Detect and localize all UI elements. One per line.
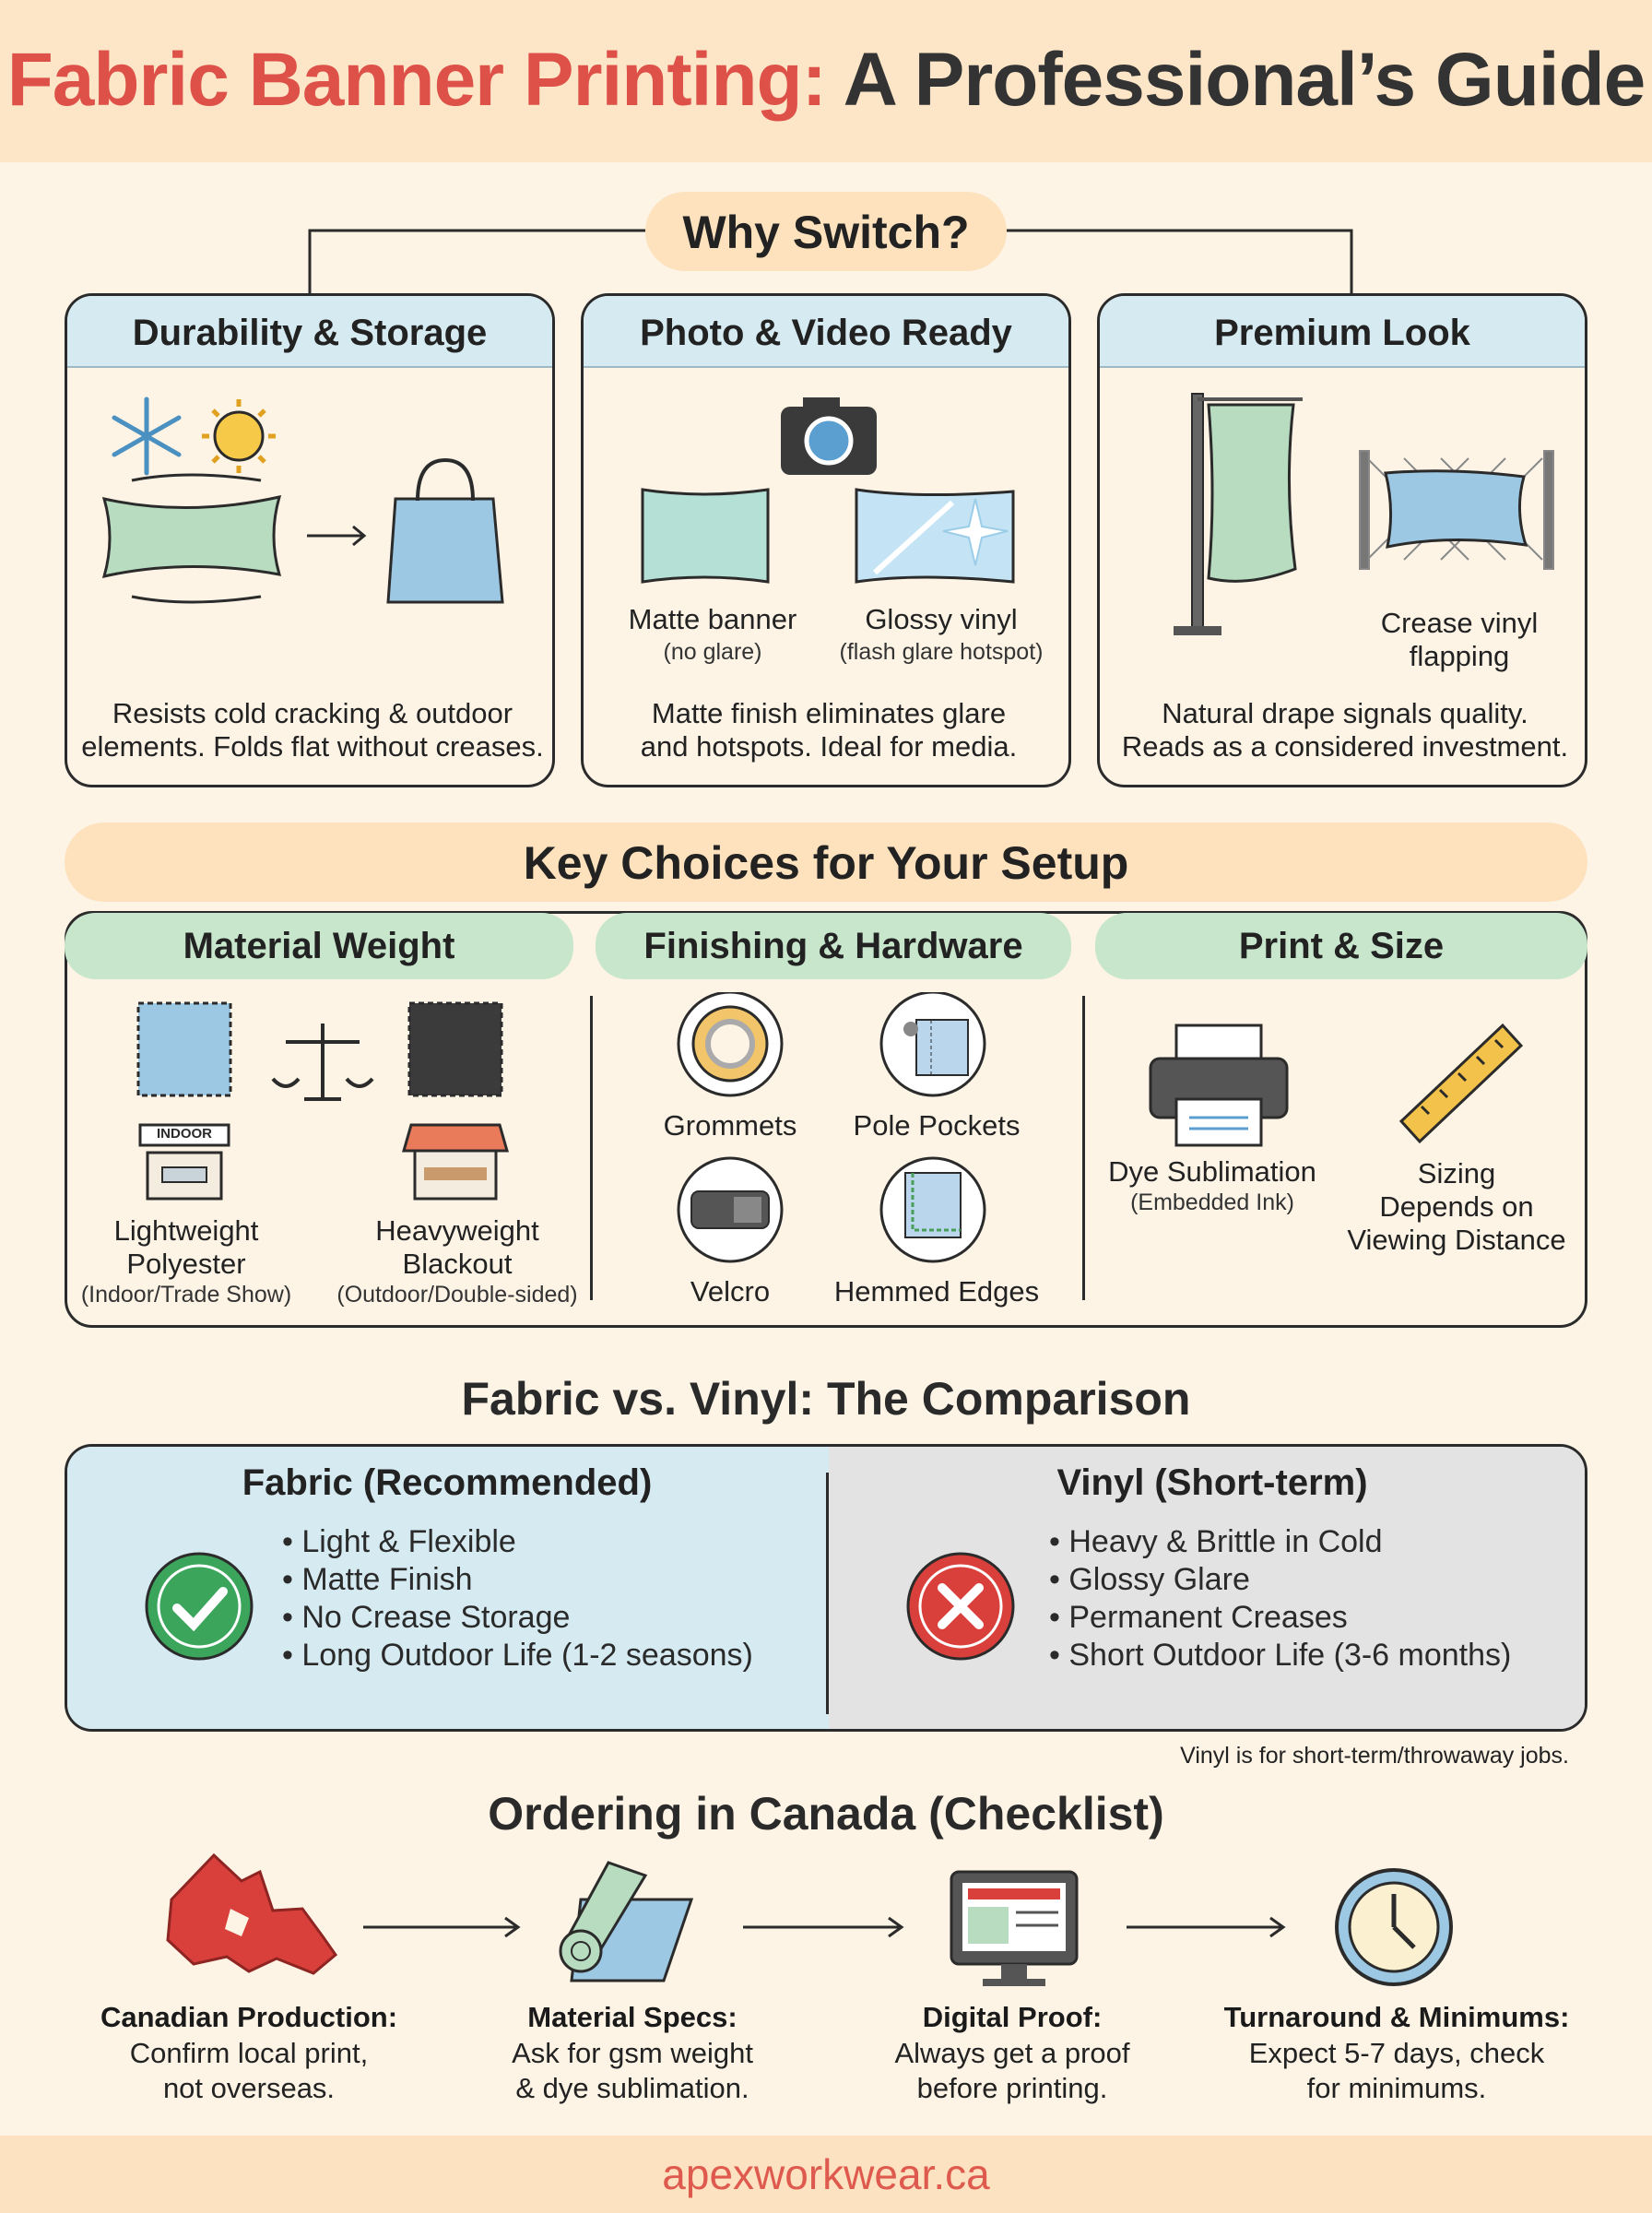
step-title: Turnaround & Minimums: bbox=[1223, 2001, 1570, 2033]
clock-icon bbox=[1337, 1870, 1451, 1984]
vinyl-point: • Permanent Creases bbox=[1049, 1599, 1565, 1637]
vinyl-point: • Short Outdoor Life (3-6 months) bbox=[1049, 1637, 1565, 1675]
step-title: Material Specs: bbox=[527, 2001, 738, 2033]
grommet-icon bbox=[678, 992, 782, 1095]
dye-note: (Embedded Ink) bbox=[1130, 1189, 1294, 1215]
pole-pocket-icon bbox=[881, 992, 985, 1095]
durability-title: Durability & Storage bbox=[67, 296, 552, 368]
velcro-label: Velcro bbox=[690, 1275, 771, 1308]
fabric-title: Fabric (Recommended) bbox=[242, 1462, 653, 1503]
matte-banner bbox=[643, 490, 768, 582]
hemmed-edge-icon bbox=[881, 1158, 985, 1261]
outdoor-stall-icon bbox=[404, 1125, 507, 1199]
monitor-icon bbox=[951, 1872, 1077, 1986]
grommets-label: Grommets bbox=[663, 1109, 797, 1142]
vinyl-point: • Heavy & Brittle in Cold bbox=[1049, 1523, 1565, 1561]
footer-website-link[interactable]: apexworkwear.ca bbox=[0, 2136, 1652, 2213]
indoor-sign-text: INDOOR bbox=[157, 1126, 212, 1142]
divider bbox=[590, 996, 593, 1300]
fabric-flag bbox=[1209, 405, 1295, 581]
photo-caption-2: and hotspots. Ideal for media. bbox=[640, 730, 1018, 763]
fabric-point: • Light & Flexible bbox=[282, 1523, 761, 1561]
comparison-note: Vinyl is for short-term/throwaway jobs. bbox=[1180, 1743, 1569, 1769]
glossy-note: (flash glare hotspot) bbox=[839, 639, 1044, 665]
key-choices-heading: Key Choices for Your Setup bbox=[65, 822, 1587, 902]
blackout-fabric-swatch bbox=[409, 1003, 502, 1095]
step-desc-2: not overseas. bbox=[162, 2072, 336, 2104]
scale-icon bbox=[273, 1024, 372, 1099]
premium-caption-2: Reads as a considered investment. bbox=[1121, 730, 1569, 763]
durability-illustration bbox=[67, 388, 555, 619]
ordering-heading: Ordering in Canada (Checklist) bbox=[488, 1788, 1164, 1840]
light-fabric-swatch bbox=[138, 1003, 230, 1095]
durability-caption-1: Resists cold cracking & outdoor bbox=[112, 697, 513, 729]
hemmed-edges-label: Hemmed Edges bbox=[833, 1275, 1040, 1308]
durability-caption-2: elements. Folds flat without creases. bbox=[81, 730, 544, 763]
photo-video-title: Photo & Video Ready bbox=[584, 296, 1068, 368]
heavy-label-2: Blackout bbox=[402, 1248, 513, 1280]
premium-illustration bbox=[1100, 385, 1587, 643]
green-banner bbox=[104, 497, 279, 576]
fabric-points bbox=[282, 1523, 761, 1675]
fabric-point: • Matte Finish bbox=[282, 1561, 761, 1599]
fabric-roll-icon bbox=[560, 1863, 691, 1981]
material-weight-tab: Material Weight bbox=[65, 913, 573, 979]
step-desc-1: Ask for gsm weight bbox=[512, 2037, 753, 2069]
light-note: (Indoor/Trade Show) bbox=[80, 1282, 292, 1308]
canada-map-icon bbox=[168, 1855, 336, 1973]
material-illustration bbox=[101, 996, 562, 1208]
step-desc-2: & dye sublimation. bbox=[515, 2072, 749, 2104]
dye-label: Dye Sublimation bbox=[1108, 1155, 1316, 1188]
pole-pockets-label: Pole Pockets bbox=[853, 1109, 1021, 1142]
step-title: Digital Proof: bbox=[922, 2001, 1103, 2033]
check-icon bbox=[142, 1549, 256, 1663]
sizing-label-3: Viewing Distance bbox=[1347, 1224, 1566, 1256]
premium-caption-1: Natural drape signals quality. bbox=[1162, 697, 1528, 729]
step-desc-1: Confirm local print, bbox=[129, 2037, 369, 2069]
camera-icon bbox=[781, 397, 877, 475]
light-label-1: Lightweight bbox=[113, 1214, 259, 1247]
ordering-illustrations bbox=[0, 1844, 1652, 2001]
vinyl-title: Vinyl (Short-term) bbox=[1056, 1462, 1368, 1503]
sizing-label-2: Depends on bbox=[1379, 1190, 1534, 1223]
cross-icon bbox=[903, 1549, 1018, 1663]
divider bbox=[1082, 996, 1085, 1300]
premium-look-card bbox=[1097, 293, 1587, 787]
page-title bbox=[0, 37, 1652, 124]
print-size-tab: Print & Size bbox=[1095, 913, 1587, 979]
sizing-label-1: Sizing bbox=[1417, 1157, 1496, 1189]
sun-icon bbox=[202, 399, 276, 473]
matte-note: (no glare) bbox=[663, 639, 762, 665]
fabric-point: • Long Outdoor Life (1-2 seasons) bbox=[282, 1637, 761, 1675]
finishing-tab: Finishing & Hardware bbox=[596, 913, 1071, 979]
photo-video-card bbox=[581, 293, 1071, 787]
step-desc-1: Always get a proof bbox=[894, 2037, 1130, 2069]
photo-caption-1: Matte finish eliminates glare bbox=[651, 697, 1007, 729]
fabric-point: • No Crease Storage bbox=[282, 1599, 761, 1637]
crease-label-1: Crease vinyl bbox=[1380, 607, 1539, 639]
durability-card bbox=[65, 293, 555, 787]
printer-icon bbox=[1150, 1025, 1287, 1145]
heavy-note: (Outdoor/Double-sided) bbox=[336, 1282, 578, 1308]
print-illustration bbox=[1125, 1014, 1567, 1153]
title-accent: Fabric Banner Printing: bbox=[6, 38, 826, 122]
crease-label-2: flapping bbox=[1409, 640, 1510, 672]
vinyl-points bbox=[1049, 1523, 1565, 1675]
velcro-icon bbox=[678, 1158, 782, 1261]
step-desc-2: for minimums. bbox=[1306, 2072, 1487, 2104]
vinyl-banner bbox=[1386, 471, 1526, 547]
vinyl-point: • Glossy Glare bbox=[1049, 1561, 1565, 1599]
step-desc-1: Expect 5-7 days, check bbox=[1248, 2037, 1545, 2069]
heavy-label-1: Heavyweight bbox=[375, 1214, 539, 1247]
comparison-heading: Fabric vs. Vinyl: The Comparison bbox=[461, 1373, 1191, 1425]
light-label-2: Polyester bbox=[126, 1248, 246, 1280]
title-rest: A Professional’s Guide bbox=[825, 38, 1646, 122]
premium-title: Premium Look bbox=[1100, 296, 1585, 368]
snowflake-icon bbox=[114, 399, 179, 473]
matte-label: Matte banner bbox=[628, 603, 797, 635]
bag-icon bbox=[388, 460, 502, 602]
ruler-icon bbox=[1401, 1025, 1521, 1142]
divider bbox=[826, 1473, 829, 1714]
why-switch-heading: Why Switch? bbox=[645, 192, 1007, 271]
glossy-label: Glossy vinyl bbox=[865, 603, 1018, 635]
step-title: Canadian Production: bbox=[100, 2001, 398, 2033]
step-desc-2: before printing. bbox=[916, 2072, 1108, 2104]
photo-illustration bbox=[584, 388, 1071, 600]
